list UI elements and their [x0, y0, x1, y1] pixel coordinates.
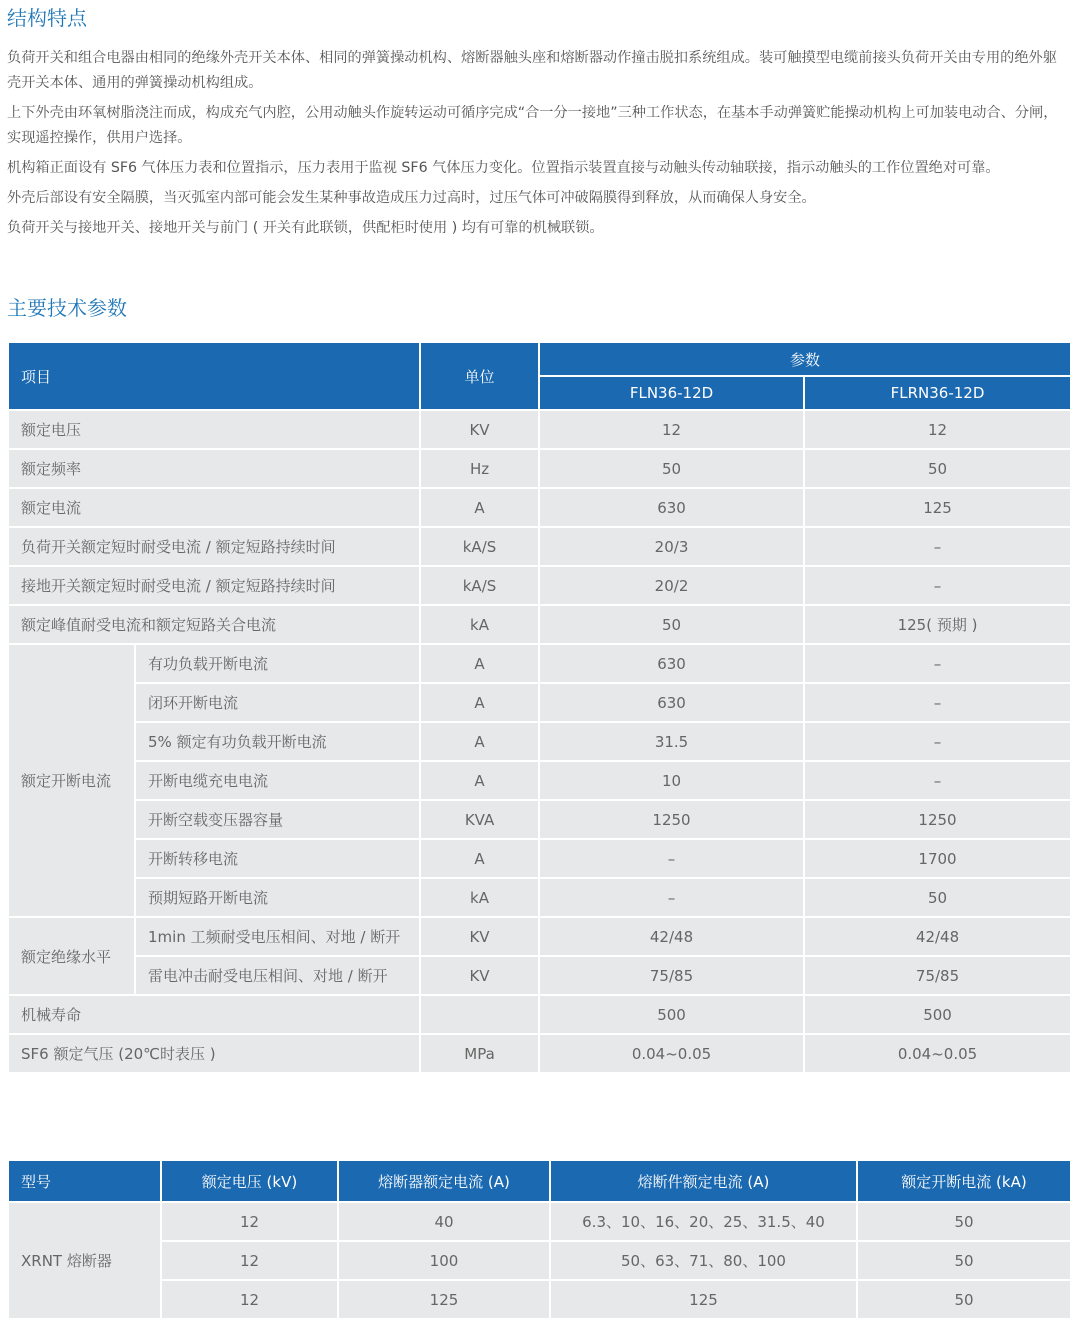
value-fln36: 75/85: [539, 956, 804, 995]
param-unit: KV: [420, 410, 539, 449]
param-name: 额定峰值耐受电流和额定短路关合电流: [8, 605, 420, 644]
value-flrn36: 50: [804, 878, 1071, 917]
value-fln36: 630: [539, 488, 804, 527]
param-name: 接地开关额定短时耐受电流 / 额定短路持续时间: [8, 566, 420, 605]
value-fln36: 50: [539, 449, 804, 488]
value-fln36: 20/3: [539, 527, 804, 566]
value-fln36: 630: [539, 644, 804, 683]
paragraph: 负荷开关与接地开关、接地开关与前门 ( 开关有此联锁，供配柜时使用 ) 均有可靠的机械联锁。: [7, 220, 604, 236]
fuse-element-current: 50、63、71、80、100: [550, 1241, 857, 1280]
table-row: [8, 644, 1071, 683]
param-name: 开断电缆充电电流: [135, 761, 420, 800]
fuse-model: XRNT 熔断器: [8, 1202, 161, 1319]
table-row: [8, 1202, 1071, 1241]
param-name: 开断空载变压器容量: [135, 800, 420, 839]
param-name: 负荷开关额定短时耐受电流 / 额定短路持续时间: [8, 527, 420, 566]
fuse-rated-current: 125: [338, 1280, 550, 1319]
fuse-element-current: 125: [550, 1280, 857, 1319]
param-name: 开断转移电流: [135, 839, 420, 878]
param-unit: KV: [420, 917, 539, 956]
fuse-header-breaking-current: 额定开断电流 (kA): [857, 1160, 1071, 1202]
param-unit: A: [420, 683, 539, 722]
fuse-breaking-current: 50: [857, 1241, 1071, 1280]
table-row: [8, 488, 1071, 527]
value-fln36: 630: [539, 683, 804, 722]
value-flrn36: –: [804, 644, 1071, 683]
fuse-rated-voltage: 12: [161, 1202, 338, 1241]
value-fln36: 31.5: [539, 722, 804, 761]
param-unit: kA: [420, 605, 539, 644]
value-flrn36: 125( 预期 ): [804, 605, 1071, 644]
param-name: 额定电压: [8, 410, 420, 449]
value-flrn36: 42/48: [804, 917, 1071, 956]
value-fln36: 1250: [539, 800, 804, 839]
table-row: [8, 800, 1071, 839]
value-flrn36: 1700: [804, 839, 1071, 878]
fuse-rated-current: 100: [338, 1241, 550, 1280]
param-name: 闭环开断电流: [135, 683, 420, 722]
table-row: [8, 917, 1071, 956]
fuse-header-fuse-current: 熔断器额定电流 (A): [338, 1160, 550, 1202]
param-unit: KV: [420, 956, 539, 995]
param-unit: MPa: [420, 1034, 539, 1073]
fuse-header-model: 型号: [8, 1160, 161, 1202]
param-unit: KVA: [420, 800, 539, 839]
param-group-name: 额定开断电流: [8, 644, 135, 917]
table-row: [8, 683, 1071, 722]
paragraph: 外壳后部设有安全隔膜，当灭弧室内部可能会发生某种事故造成压力过高时，过压气体可冲破隔膜得到释放，从而确保人身安全。: [7, 190, 816, 206]
value-flrn36: 125: [804, 488, 1071, 527]
param-unit: kA/S: [420, 566, 539, 605]
param-unit: [420, 995, 539, 1034]
section-title-structure: 结构特点: [7, 6, 87, 30]
param-unit: A: [420, 644, 539, 683]
value-fln36: 12: [539, 410, 804, 449]
fuse-table: [7, 1159, 1072, 1320]
paragraph: 负荷开关和组合电器由相同的绝缘外壳开关本体、相同的弹簧操动机构、熔断器触头座和熔断器动作撞击脱扣系统组成。装可触摸型电缆前接头负荷开关由专用的绝外躯壳开关本体、通用的弹簧操动机构组成。: [7, 50, 1057, 91]
paragraph: 机构箱正面设有 SF6 气体压力表和位置指示，压力表用于监视 SF6 气体压力变化。位置指示装置直接与动触头传动轴联接，指示动触头的工作位置绝对可靠。: [7, 160, 1000, 176]
value-flrn36: –: [804, 527, 1071, 566]
table-row: [8, 527, 1071, 566]
section-title-parameters: 主要技术参数: [7, 296, 127, 320]
fuse-header-voltage: 额定电压 (kV): [161, 1160, 338, 1202]
header-unit: 单位: [420, 342, 539, 410]
value-flrn36: –: [804, 761, 1071, 800]
value-flrn36: –: [804, 566, 1071, 605]
header-params: 参数: [539, 342, 1071, 376]
table-row: [8, 1241, 1071, 1280]
param-unit: kA/S: [420, 527, 539, 566]
paragraph: 上下外壳由环氧树脂浇注而成，构成充气内腔，公用动触头作旋转运动可循序完成“合一分一接地”三种工作状态，在基本手动弹簧贮能操动机构上可加装电动合、分闸，实现遥控操作，供用户选择。: [7, 105, 1058, 146]
param-name: 额定电流: [8, 488, 420, 527]
parameter-table: [7, 341, 1072, 1074]
table-row: [8, 722, 1071, 761]
table-row: [8, 995, 1071, 1034]
value-flrn36: 1250: [804, 800, 1071, 839]
value-flrn36: 500: [804, 995, 1071, 1034]
table-row: [8, 839, 1071, 878]
param-name: 机械寿命: [8, 995, 420, 1034]
value-flrn36: 12: [804, 410, 1071, 449]
table-row: [8, 605, 1071, 644]
value-fln36: 10: [539, 761, 804, 800]
table-row: [8, 410, 1071, 449]
table-row: [8, 761, 1071, 800]
value-flrn36: 50: [804, 449, 1071, 488]
fuse-rated-voltage: 12: [161, 1280, 338, 1319]
fuse-element-current: 6.3、10、16、20、25、31.5、40: [550, 1202, 857, 1241]
value-flrn36: 75/85: [804, 956, 1071, 995]
fuse-breaking-current: 50: [857, 1280, 1071, 1319]
value-fln36: 50: [539, 605, 804, 644]
fuse-rated-voltage: 12: [161, 1241, 338, 1280]
table-row: [8, 449, 1071, 488]
table-row: [8, 566, 1071, 605]
value-flrn36: –: [804, 683, 1071, 722]
value-fln36: 42/48: [539, 917, 804, 956]
header-model-fln36: FLN36-12D: [539, 376, 804, 410]
param-unit: kA: [420, 878, 539, 917]
table-row: [8, 1034, 1071, 1073]
header-model-flrn36: FLRN36-12D: [804, 376, 1071, 410]
param-group-name: 额定绝缘水平: [8, 917, 135, 995]
param-name: 预期短路开断电流: [135, 878, 420, 917]
value-fln36: 500: [539, 995, 804, 1034]
param-unit: A: [420, 839, 539, 878]
value-fln36: –: [539, 839, 804, 878]
table-row: [8, 1280, 1071, 1319]
value-fln36: 20/2: [539, 566, 804, 605]
fuse-rated-current: 40: [338, 1202, 550, 1241]
param-name: 雷电冲击耐受电压相间、对地 / 断开: [135, 956, 420, 995]
fuse-header-element-current: 熔断件额定电流 (A): [550, 1160, 857, 1202]
table-row: [8, 878, 1071, 917]
structure-description: [7, 46, 1071, 246]
param-unit: A: [420, 761, 539, 800]
table-row: [8, 956, 1071, 995]
value-flrn36: –: [804, 722, 1071, 761]
fuse-breaking-current: 50: [857, 1202, 1071, 1241]
value-flrn36: 0.04~0.05: [804, 1034, 1071, 1073]
param-name: 1min 工频耐受电压相间、对地 / 断开: [135, 917, 420, 956]
param-unit: A: [420, 722, 539, 761]
param-unit: Hz: [420, 449, 539, 488]
value-fln36: –: [539, 878, 804, 917]
param-name: SF6 额定气压 (20℃时表压 ): [8, 1034, 420, 1073]
param-name: 额定频率: [8, 449, 420, 488]
param-name: 5% 额定有功负载开断电流: [135, 722, 420, 761]
value-fln36: 0.04~0.05: [539, 1034, 804, 1073]
param-name: 有功负载开断电流: [135, 644, 420, 683]
header-item: 项目: [8, 342, 420, 410]
param-unit: A: [420, 488, 539, 527]
